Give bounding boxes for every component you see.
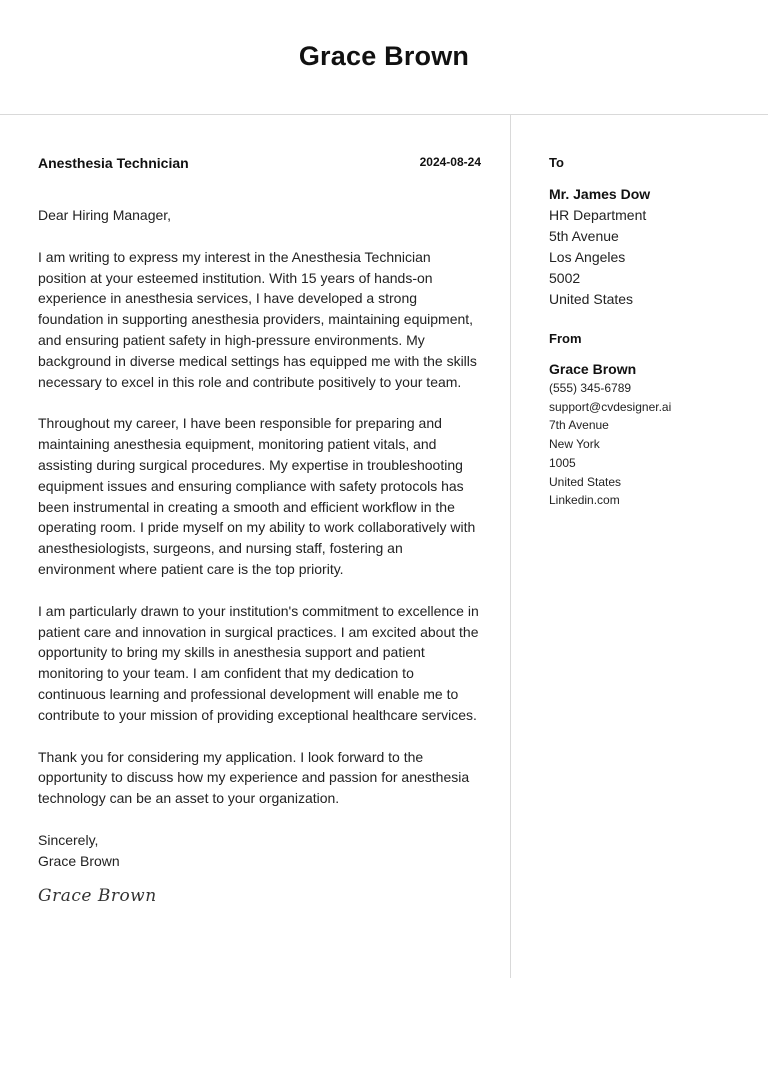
column-divider bbox=[510, 115, 511, 978]
sender-street: 7th Avenue bbox=[549, 418, 609, 433]
sender-city: New York bbox=[549, 437, 600, 452]
letter-body bbox=[38, 155, 481, 906]
address-sidebar bbox=[549, 155, 749, 510]
paragraph-4: Thank you for considering my application. I look forward to the opportunity to discuss how my experience and passion for anesthesia technology can be an asset to your organization. bbox=[38, 748, 470, 807]
sender-name: Grace Brown bbox=[549, 361, 637, 377]
sender-website: Linkedin.com bbox=[549, 493, 620, 508]
paragraph-3: I am particularly drawn to your institution's commitment to excellence in patient care and innovation in surgical practices. I am excited about the opportunity to bring my skills in anesthesia support and patient monitoring to your team. I am confident that my dedication to continuous learning and professional development will enable me to contribute to your mission of providing exceptional healthcare services. bbox=[38, 602, 479, 723]
header bbox=[0, 0, 768, 115]
to-heading: To bbox=[549, 155, 564, 170]
recipient-department: HR Department bbox=[549, 207, 647, 223]
sender-country: United States bbox=[549, 474, 622, 489]
letter-text bbox=[38, 205, 481, 906]
title-row bbox=[38, 155, 481, 175]
from-heading: From bbox=[549, 331, 582, 346]
greeting: Dear Hiring Manager, bbox=[38, 207, 172, 223]
sender-zip: 1005 bbox=[549, 455, 576, 470]
letter-date: 2024-08-24 bbox=[419, 155, 481, 169]
paragraph-1: I am writing to express my interest in the Anesthesia Technician position at your esteemed institution. With 15 years of hands-on experience in anesthesia services, I have developed a strong foundation in supporting anesthesia providers, maintaining equipment, and ensuring patient safety in high-pressure environments. My background in diverse medical settings has equipped me with the skills necessary to excel in this role and contribute positively to your team. bbox=[38, 248, 477, 390]
recipient-country: United States bbox=[549, 291, 634, 307]
recipient-name: Mr. James Dow bbox=[549, 186, 651, 202]
job-title: Anesthesia Technician bbox=[38, 155, 189, 171]
recipient-city: Los Angeles bbox=[549, 249, 626, 265]
recipient-street: 5th Avenue bbox=[549, 228, 619, 244]
recipient-zip: 5002 bbox=[549, 270, 581, 286]
sender-email: support@cvdesigner.ai bbox=[549, 399, 672, 414]
closing-name: Grace Brown bbox=[38, 852, 120, 869]
paragraph-2: Throughout my career, I have been responsible for preparing and maintaining anesthesia equipment, monitoring patient vitals, and assisting during surgical procedures. My expertise in troubleshooting equipment issues and ensuring compliance with safety protocols has been instrumental in creating a smooth and efficient workflow in the operating room. I pride myself on my ability to work collaboratively with anesthesiologists, surgeons, and nursing staff, fostering an environment where patient care is the top priority. bbox=[38, 415, 476, 577]
signature: Grace Brown bbox=[38, 885, 157, 906]
closing: Sincerely, bbox=[38, 831, 99, 848]
applicant-name: Grace Brown bbox=[298, 41, 470, 71]
sender-phone: (555) 345-6789 bbox=[549, 381, 632, 395]
